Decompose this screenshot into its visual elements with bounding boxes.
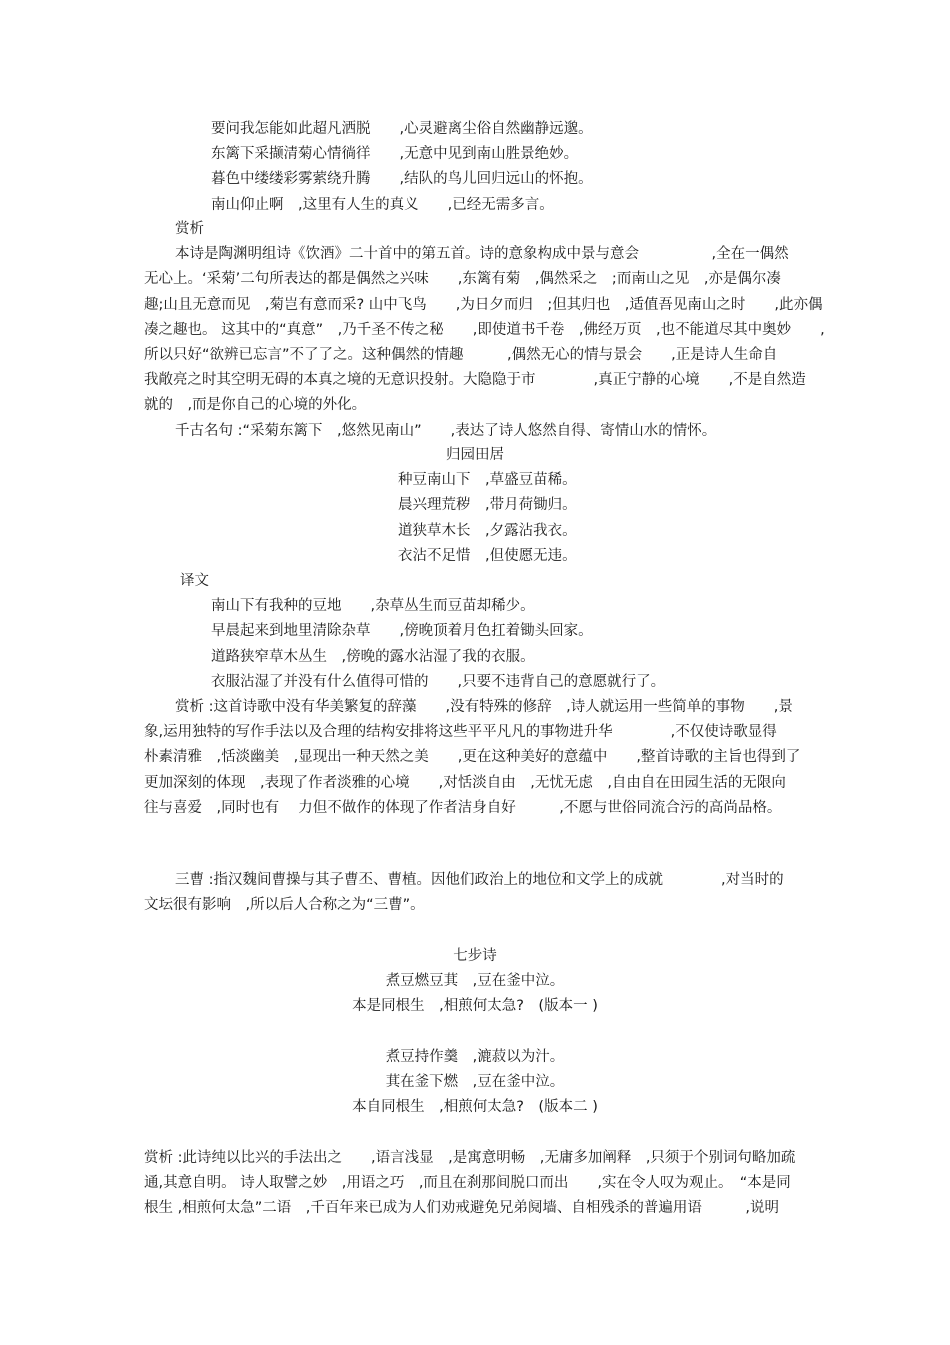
translation-line: 衣服沾湿了并没有什么值得可惜的 ,只要不违背自己的意愿就行了。 — [211, 674, 666, 690]
poem-title: 归园田居 — [446, 447, 504, 463]
appreciation-line: 凑之趣也。 这其中的“真意” ,乃千圣不传之秘 ,即使道书千卷 ,佛经万页 ,也不能道尽其中奥妙 , — [144, 322, 825, 338]
translation-line: 南山下有我种的豆地 ,杂草丛生而豆苗却稀少。 — [211, 598, 535, 614]
poem-line: 本是同根生 ,相煎何太急? (版本一 ) — [352, 998, 598, 1014]
appreciation-line: 无心上。‘采菊’二句所表达的都是偶然之兴味 ,东篱有菊 ,偶然采之 ;而南山之见 ,亦是偶尔凑 — [144, 271, 781, 287]
appreciation-line: 根生 ,相煎何太急”二语 ,千百年来已成为人们劝戒避免兄弟阋墙、自相残杀的普遍用语 ,说明 — [144, 1200, 779, 1216]
poem-line: 晨兴理荒秽 ,带月荷锄归。 — [398, 497, 577, 513]
poem-line: 煮豆持作羹 ,漉菽以为汁。 — [385, 1049, 565, 1065]
translation-line: 南山仰止啊 ,这里有人生的真义 ,已经无需多言。 — [211, 197, 554, 213]
translation-heading: 译文 — [180, 573, 209, 589]
sancao-line: 文坛很有影响 ,所以后人合称之为“三曹”。 — [144, 897, 425, 913]
poem-line: 道狭草木长 ,夕露沾我衣。 — [398, 523, 577, 539]
appreciation-line: 赏析 :这首诗歌中没有华美繁复的辞藻 ,没有特殊的修辞 ,诗人就运用一些简单的事物 ,景 — [175, 699, 793, 715]
appreciation-line: 我敞亮之时其空明无碍的本真之境的无意识投射。大隐隐于市 ,真正宁静的心境 ,不是自然造 — [144, 372, 806, 388]
appreciation-line: 赏析 :此诗纯以比兴的手法出之 ,语言浅显 ,是寓意明畅 ,无庸多加阐释 ,只须于个别词句略加疏 — [144, 1150, 796, 1166]
translation-line: 暮色中缕缕彩雾萦绕升腾 ,结队的鸟儿回归远山的怀抱。 — [211, 171, 593, 187]
appreciation-line: 朴素清雅 ,恬淡幽美 ,显现出一种天然之美 ,更在这种美好的意蕴中 ,整首诗歌的主旨也得到了 — [144, 749, 801, 765]
appreciation-line: 象,运用独特的写作手法以及合理的结构安排将这些平平凡凡的事物进升华 ,不仅使诗歌显得 — [144, 724, 777, 740]
poem-line: 种豆南山下 ,草盛豆苗稀。 — [398, 472, 577, 488]
sancao-line: 三曹 :指汉魏间曹操与其子曹丕、曹植。因他们政治上的地位和文学上的成就 ,对当时的 — [175, 872, 784, 888]
poem-line: 煮豆燃豆萁 ,豆在釜中泣。 — [385, 973, 565, 989]
poem-line: 衣沾不足惜 ,但使愿无违。 — [398, 548, 577, 564]
translation-line: 早晨起来到地里清除杂草 ,傍晚顶着月色扛着锄头回家。 — [211, 623, 593, 639]
appreciation-line: 所以只好“欲辨已忘言”不了了之。这种偶然的情趣 ,偶然无心的情与景会 ,正是诗人生命自 — [144, 347, 778, 363]
translation-line: 道路狭窄草木丛生 ,傍晚的露水沾湿了我的衣服。 — [211, 649, 535, 665]
poem-title: 七步诗 — [453, 948, 497, 964]
appreciation-line: 更加深刻的体现 ,表现了作者淡雅的心境 ,对恬淡自由 ,无忧无虑 ,自由自在田园生活的无限向 — [144, 775, 786, 791]
famous-line: 千古名句 :“采菊东篱下 ,悠然见南山” ,表达了诗人悠然自得、寄情山水的情怀。 — [175, 423, 717, 439]
poem-line: 本自同根生 ,相煎何太急? (版本二 ) — [352, 1099, 598, 1115]
appreciation-line: 往与喜爱 ,同时也有 力但不做作的体现了作者洁身自好 ,不愿与世俗同流合污的高尚品格。 — [144, 800, 782, 816]
appreciation-line: 就的 ,而是你自己的心境的外化。 — [144, 397, 367, 413]
translation-line: 东篱下采撷清菊心情徜徉 ,无意中见到南山胜景绝妙。 — [211, 146, 579, 162]
appreciation-line: 趣;山且无意而见 ,菊岂有意而采? 山中飞鸟 ,为日夕而归 ;但其归也 ,适值吾见南山之时 ,此亦偶 — [144, 297, 823, 313]
poem-line: 萁在釜下燃 ,豆在釜中泣。 — [385, 1074, 565, 1090]
appreciation-line: 通,其意自明。 诗人取譬之妙 ,用语之巧 ,而且在刹那间脱口而出 ,实在令人叹为观止。 “本是同 — [144, 1175, 791, 1191]
appreciation-line: 本诗是陶渊明组诗《饮酒》二十首中的第五首。诗的意象构成中景与意会 ,全在一偶然 — [175, 246, 789, 262]
appreciation-heading: 赏析 — [175, 221, 204, 237]
translation-line: 要问我怎能如此超凡洒脱 ,心灵避离尘俗自然幽静远邈。 — [211, 121, 593, 137]
